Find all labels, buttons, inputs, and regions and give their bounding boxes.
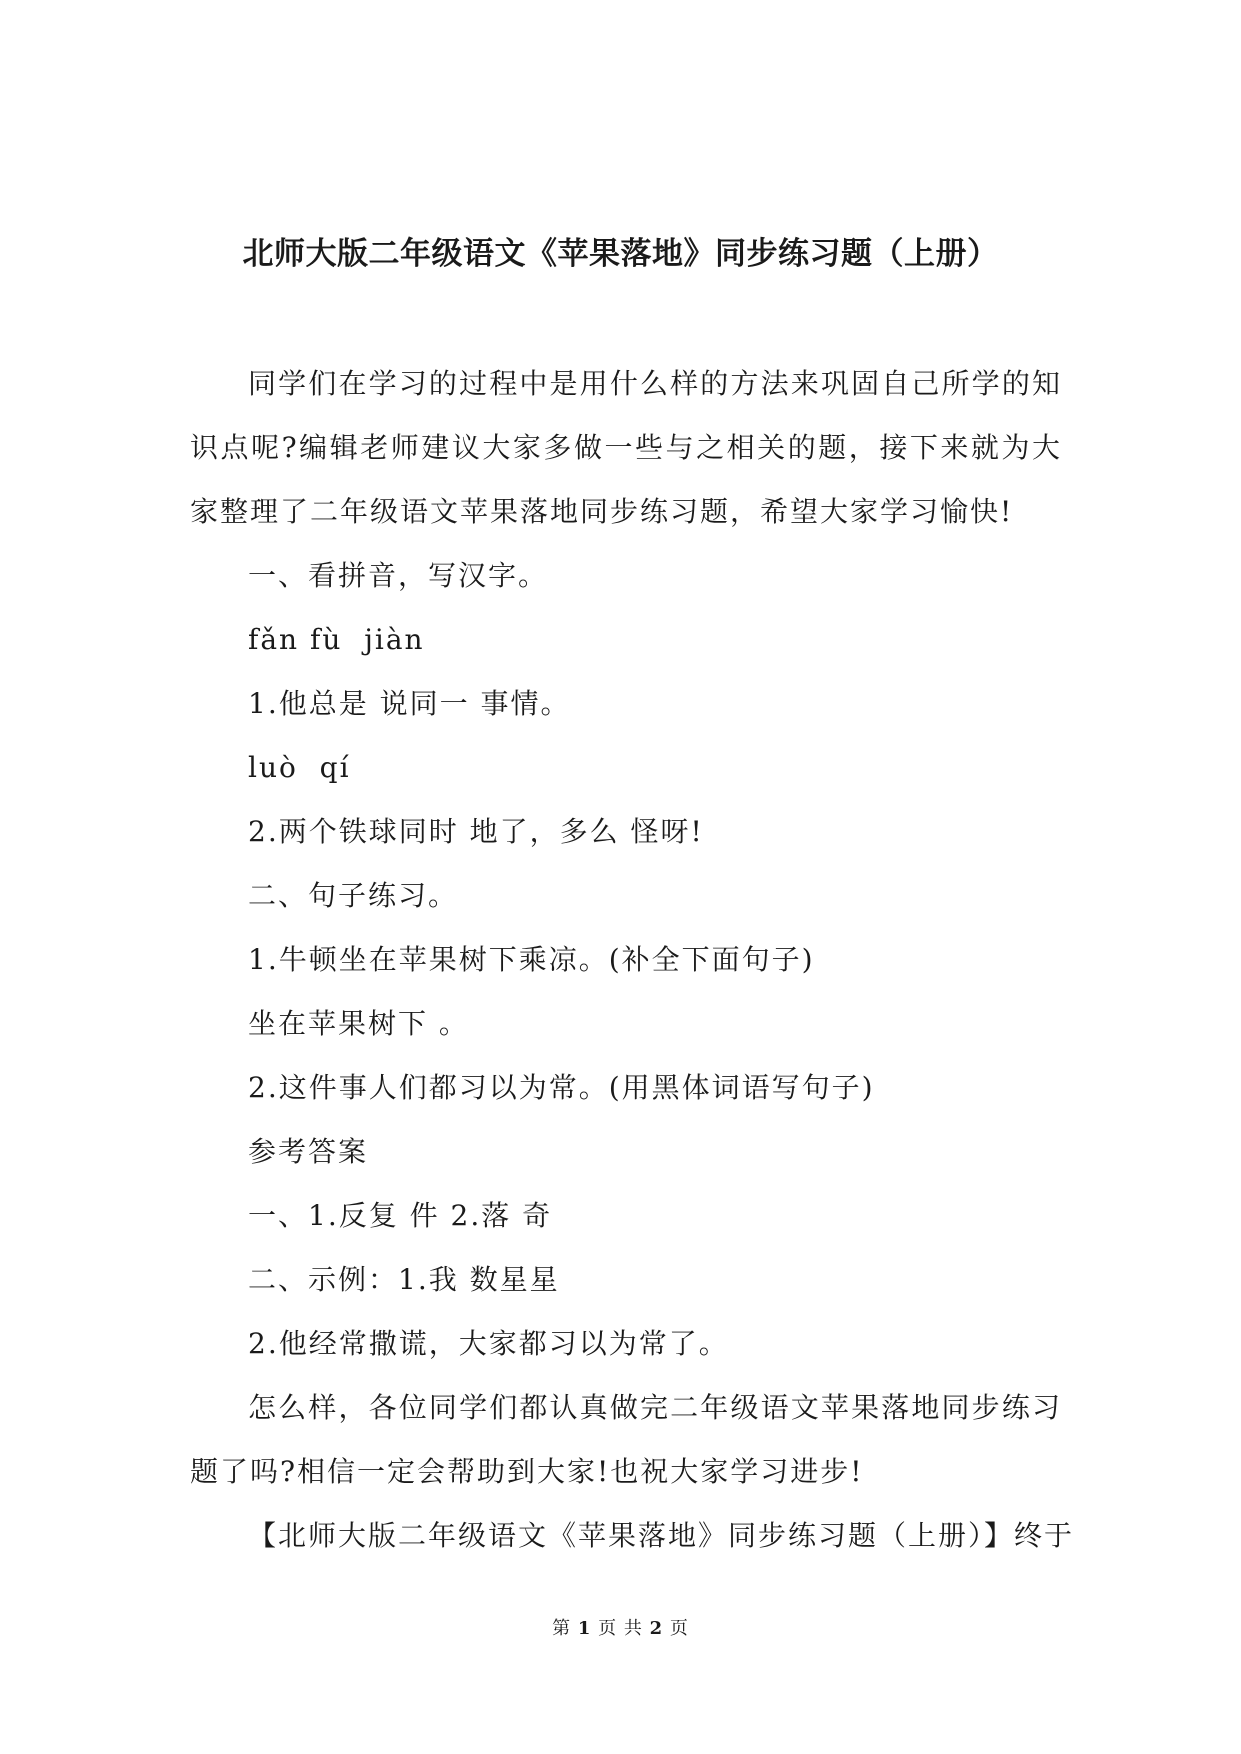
- question-3: 1.牛顿坐在苹果树下乘凉。(补全下面句子): [248, 943, 815, 976]
- question-2: 2.两个铁球同时 地了，多么 怪呀!: [248, 815, 704, 848]
- intro-paragraph: 同学们在学习的过程中是用什么样的方法来巩固自己所学的知识点呢?编辑老师建议大家多做一些与之相关的题，接下来就为大家整理了二年级语文苹果落地同步练习题，希望大家学习愉快!: [190, 367, 1062, 528]
- answer-2: 二、示例：1.我 数星星: [248, 1263, 560, 1296]
- document-title: 北师大版二年级语文《苹果落地》同步练习题（上册）: [242, 236, 999, 272]
- answers-heading: 参考答案: [248, 1135, 369, 1168]
- answer-1: 一、1.反复 件 2.落 奇: [248, 1199, 553, 1232]
- footer-total-pages: 2: [649, 1618, 664, 1639]
- footer-middle: 页 共: [598, 1618, 643, 1639]
- question-1: 1.他总是 说同一 事情。: [248, 687, 571, 720]
- last-line: 【北师大版二年级语文《苹果落地》同步练习题（上册）】终于: [248, 1519, 1075, 1552]
- section2-heading: 二、句子练习。: [248, 879, 459, 912]
- footer-page-number: 1: [577, 1618, 592, 1639]
- question-4: 2.这件事人们都习以为常。(用黑体词语写句子): [248, 1071, 875, 1104]
- question-3-blank: 坐在苹果树下 。: [248, 1007, 469, 1040]
- footer-suffix: 页: [669, 1618, 689, 1639]
- document-body: [190, 352, 1075, 1568]
- page-footer: [0, 1614, 1241, 1640]
- pinyin-line-1: fǎn fù jiàn: [248, 623, 425, 656]
- pinyin-line-2: luò qí: [248, 751, 351, 784]
- answer-3: 2.他经常撒谎，大家都习以为常了。: [248, 1327, 729, 1360]
- section1-heading: 一、看拼音，写汉字。: [248, 559, 549, 592]
- closing-paragraph: 怎么样，各位同学们都认真做完二年级语文苹果落地同步练习题了吗?相信一定会帮助到大家!也祝大家学习进步!: [190, 1391, 1062, 1488]
- footer-prefix: 第: [552, 1618, 572, 1639]
